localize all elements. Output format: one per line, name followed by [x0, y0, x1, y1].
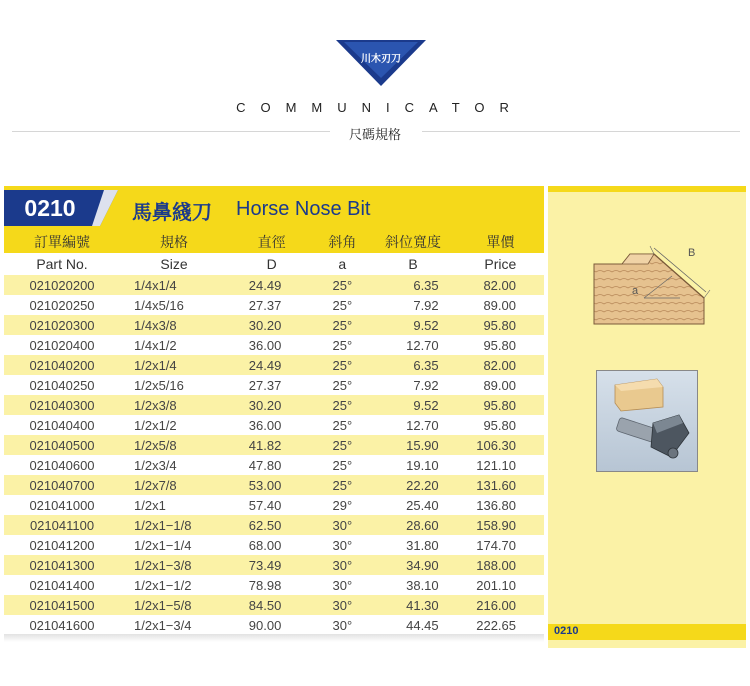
cell-bevel-width: 15.90: [406, 437, 439, 453]
cell-part-no: 021040250: [29, 377, 95, 393]
footer-product-code: 0210: [554, 625, 579, 637]
cell-diameter: 24.49: [248, 277, 282, 293]
cell-part-no: 021020250: [29, 297, 95, 313]
cell-size: 1/2x1−1/2: [134, 577, 192, 593]
cell-diameter: 27.37: [248, 377, 282, 393]
table-row: [4, 315, 544, 335]
cell-price: 95.80: [483, 317, 516, 333]
table-row: [4, 275, 544, 295]
title-bar: [4, 186, 544, 231]
table-row: [4, 295, 544, 315]
cell-diameter: 30.20: [248, 397, 282, 413]
cell-diameter: 36.00: [248, 337, 282, 353]
cell-angle: 30°: [332, 617, 353, 633]
cell-angle: 25°: [332, 417, 353, 433]
col-header-diameter: D: [266, 256, 277, 272]
cell-diameter: 57.40: [248, 497, 282, 513]
cell-bevel-width: 12.70: [406, 337, 439, 353]
col-header-price: Price: [484, 256, 517, 272]
cell-part-no: 021041500: [29, 597, 95, 613]
brand-logo: [336, 40, 426, 86]
table-row: [4, 515, 544, 535]
cell-bevel-width: 12.70: [406, 417, 439, 433]
cell-bevel-width: 25.40: [406, 497, 439, 513]
page-subtitle: 尺碼規格: [348, 127, 401, 142]
cell-price: 82.00: [483, 357, 516, 373]
table-header-en: [4, 253, 544, 275]
cell-diameter: 41.82: [248, 437, 282, 453]
product-name-zh: 馬鼻綫刀: [132, 202, 212, 224]
cell-diameter: 47.80: [248, 457, 282, 473]
cell-price: 106.30: [476, 437, 516, 453]
table-row: [4, 335, 544, 355]
cell-size: 1/2x1/2: [134, 417, 177, 433]
cell-size: 1/4x3/8: [134, 317, 177, 333]
cell-diameter: 36.00: [248, 417, 282, 433]
cell-diameter: 27.37: [248, 297, 282, 313]
cell-bevel-width: 9.52: [413, 317, 439, 333]
cell-size: 1/2x1−3/8: [134, 557, 192, 573]
cell-price: 216.00: [476, 597, 516, 613]
cell-bevel-width: 6.35: [413, 357, 439, 373]
cell-size: 1/2x5/8: [134, 437, 177, 453]
cell-price: 131.60: [476, 477, 516, 493]
cell-part-no: 021020200: [29, 277, 95, 293]
cell-part-no: 021040500: [29, 437, 95, 453]
cell-part-no: 021041400: [29, 577, 95, 593]
cell-angle: 30°: [332, 537, 353, 553]
cell-part-no: 021020300: [29, 317, 95, 333]
col-header-bevel-width: B: [408, 256, 418, 272]
table-row: [4, 495, 544, 515]
table-row: [4, 435, 544, 455]
brand-name: COMMUNICATOR: [236, 100, 524, 115]
cell-angle: 25°: [332, 377, 353, 393]
cell-angle: 29°: [332, 497, 353, 513]
cell-price: 95.80: [483, 397, 516, 413]
cell-diameter: 62.50: [248, 517, 282, 533]
router-bit-icon: [597, 371, 697, 471]
cell-bevel-width: 9.52: [413, 397, 439, 413]
cell-part-no: 021040400: [29, 417, 95, 433]
cell-angle: 30°: [332, 577, 353, 593]
col-header-size-zh: 規格: [160, 234, 188, 250]
cell-diameter: 24.49: [248, 357, 282, 373]
col-header-part-no: Part No.: [36, 256, 88, 272]
dimension-b-label: B: [688, 247, 696, 259]
cell-angle: 25°: [332, 317, 353, 333]
cell-size: 1/2x1−5/8: [134, 597, 192, 613]
table-body: [4, 275, 544, 635]
angle-a-label: a: [632, 285, 639, 297]
cell-size: 1/2x3/4: [134, 457, 177, 473]
cell-diameter: 68.00: [248, 537, 282, 553]
cell-price: 121.10: [476, 457, 516, 473]
cell-size: 1/2x1−1/8: [134, 517, 192, 533]
cell-part-no: 021040300: [29, 397, 95, 413]
cell-bevel-width: 22.20: [406, 477, 439, 493]
cell-angle: 25°: [332, 337, 353, 353]
illustration-footer: [548, 624, 746, 640]
cell-size: 1/2x1−1/4: [134, 537, 192, 553]
cell-part-no: 021041300: [29, 557, 95, 573]
cell-angle: 25°: [332, 397, 353, 413]
table-header-zh: [4, 231, 544, 253]
col-header-bevel-width-zh: 斜位寬度: [384, 234, 441, 250]
cell-price: 95.80: [483, 337, 516, 353]
table-row: [4, 415, 544, 435]
cell-angle: 30°: [332, 597, 353, 613]
cell-bevel-width: 44.45: [406, 617, 439, 633]
cell-diameter: 84.50: [248, 597, 282, 613]
cell-angle: 25°: [332, 357, 353, 373]
cell-diameter: 90.00: [248, 617, 282, 633]
cell-bevel-width: 6.35: [413, 277, 439, 293]
table-row: [4, 395, 544, 415]
cell-price: 95.80: [483, 417, 516, 433]
logo-text: 川木刃刀: [361, 54, 401, 65]
table-row: [4, 615, 544, 635]
col-header-diameter-zh: 直徑: [257, 234, 286, 250]
cell-part-no: 021040700: [29, 477, 95, 493]
cell-diameter: 53.00: [248, 477, 282, 493]
col-header-part-no-zh: 訂單編號: [34, 234, 90, 250]
cell-bevel-width: 34.90: [406, 557, 439, 573]
cell-part-no: 021041100: [29, 517, 95, 533]
cell-bevel-width: 7.92: [413, 297, 439, 313]
cell-price: 158.90: [476, 517, 516, 533]
cell-angle: 25°: [332, 437, 353, 453]
cell-angle: 25°: [332, 477, 353, 493]
router-bit-photo: [596, 370, 698, 472]
cell-part-no: 021041000: [29, 497, 95, 513]
spec-table: [4, 231, 544, 635]
cell-size: 1/2x3/8: [134, 397, 177, 413]
table-row: [4, 475, 544, 495]
illustration-panel: [548, 186, 746, 648]
cell-diameter: 30.20: [248, 317, 282, 333]
cell-price: 174.70: [476, 537, 516, 553]
cell-size: 1/2x1/4: [134, 357, 177, 373]
cell-price: 89.00: [483, 377, 516, 393]
table-row: [4, 535, 544, 555]
cell-part-no: 021020400: [29, 337, 95, 353]
cell-price: 188.00: [476, 557, 516, 573]
cell-price: 89.00: [483, 297, 516, 313]
cell-part-no: 021040600: [29, 457, 95, 473]
cell-size: 1/2x5/16: [134, 377, 184, 393]
cell-bevel-width: 19.10: [406, 457, 439, 473]
cell-angle: 25°: [332, 277, 353, 293]
product-name-en: Horse Nose Bit: [236, 198, 371, 220]
col-header-angle: a: [338, 256, 347, 272]
cell-size: 1/4x5/16: [134, 297, 184, 313]
cell-size: 1/2x1−3/4: [134, 617, 192, 633]
table-row: [4, 355, 544, 375]
product-code-tab: [4, 190, 118, 226]
cell-bevel-width: 31.80: [406, 537, 439, 553]
col-header-angle-zh: 斜角: [328, 234, 357, 250]
cell-part-no: 021041600: [29, 617, 95, 633]
cell-angle: 30°: [332, 557, 353, 573]
cell-part-no: 021041200: [29, 537, 95, 553]
table-row: [4, 455, 544, 475]
panel-shadow: [4, 634, 544, 642]
cell-size: 1/2x1: [134, 497, 166, 513]
cell-bevel-width: 38.10: [406, 577, 439, 593]
col-header-price-zh: 單價: [486, 234, 515, 250]
product-code: 0210: [24, 195, 76, 221]
illustration-top-band: [548, 186, 746, 192]
cell-bevel-width: 41.30: [406, 597, 439, 613]
cell-angle: 25°: [332, 297, 353, 313]
cell-angle: 30°: [332, 517, 353, 533]
col-header-size: Size: [160, 256, 188, 272]
cell-size: 1/4x1/2: [134, 337, 177, 353]
table-row: [4, 595, 544, 615]
spec-table-panel: [4, 186, 544, 648]
cell-diameter: 73.49: [248, 557, 282, 573]
cell-part-no: 021040200: [29, 357, 95, 373]
cell-size: 1/2x7/8: [134, 477, 177, 493]
cell-price: 136.80: [476, 497, 516, 513]
cell-angle: 25°: [332, 457, 353, 473]
profile-diagram: [588, 236, 728, 326]
table-row: [4, 375, 544, 395]
cell-size: 1/4x1/4: [134, 277, 177, 293]
cell-price: 222.65: [476, 617, 516, 633]
cell-price: 82.00: [483, 277, 516, 293]
cell-bevel-width: 7.92: [413, 377, 439, 393]
cell-bevel-width: 28.60: [406, 517, 439, 533]
table-row: [4, 555, 544, 575]
cell-diameter: 78.98: [248, 577, 282, 593]
cell-price: 201.10: [476, 577, 516, 593]
table-row: [4, 575, 544, 595]
